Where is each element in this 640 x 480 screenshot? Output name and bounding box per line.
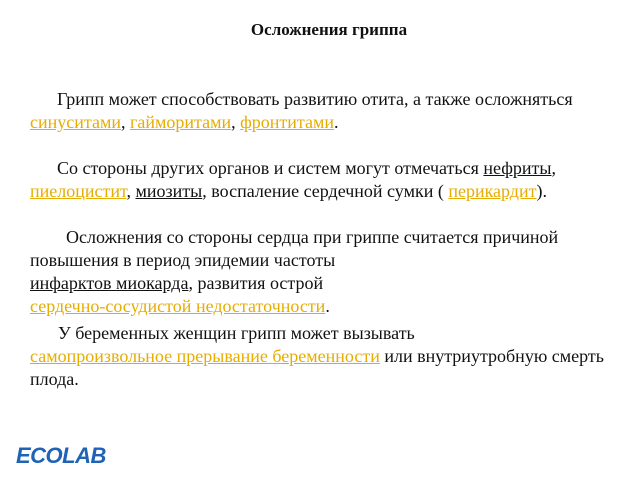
p2-text: Со стороны других органов и систем могут отмечаться — [57, 158, 484, 178]
link-miscarriage[interactable]: самопроизвольное прерывание беременности — [30, 346, 380, 366]
p2-end: ). — [536, 181, 547, 201]
p2-sep1: , — [551, 158, 557, 178]
link-frontal-sinusitis[interactable]: фронтитами — [240, 112, 335, 132]
link-nephritis[interactable]: нефриты — [483, 158, 552, 178]
paragraph-otitis — [30, 88, 628, 134]
p1-sep2: , — [231, 112, 241, 132]
content-body — [30, 88, 628, 391]
link-sinusitis[interactable]: синуситами — [30, 112, 121, 132]
p2-sep2: , — [126, 181, 136, 201]
p1-text: Грипп может способствовать развитию отита, а также осложняться — [57, 89, 573, 109]
link-myocardial-infarction[interactable]: инфарктов миокарда — [30, 273, 189, 293]
link-pericarditis[interactable]: перикардит — [448, 181, 537, 201]
p4-text: У беременных женщин грипп может вызывать — [58, 323, 415, 343]
page-title: Осложнения гриппа — [250, 20, 408, 39]
paragraph-pregnancy — [30, 322, 628, 391]
p3-end: . — [325, 296, 330, 316]
p3-text2: , развития острой — [188, 273, 324, 293]
p2-text2: , воспаление сердечной сумки ( — [202, 181, 444, 201]
link-maxillary-sinusitis[interactable]: гайморитами — [129, 112, 232, 132]
p3-text: Осложнения со стороны сердца при гриппе считается причиной повышения в период эпидемии частоты — [30, 227, 559, 270]
ecolab-logo: ECOLAB — [16, 443, 106, 468]
paragraph-other-organs — [30, 157, 628, 203]
paragraph-heart — [30, 226, 628, 318]
p1-sep1: , — [120, 112, 130, 132]
link-myositis[interactable]: миозиты — [135, 181, 203, 201]
p4-text2: или внутриутробную смерть плода. — [30, 346, 604, 389]
p1-end: . — [334, 112, 339, 132]
link-pyelocystitis[interactable]: пиелоцистит — [30, 181, 127, 201]
link-cardiovascular-insufficiency[interactable]: сердечно-сосудистой недостаточности — [30, 296, 326, 316]
